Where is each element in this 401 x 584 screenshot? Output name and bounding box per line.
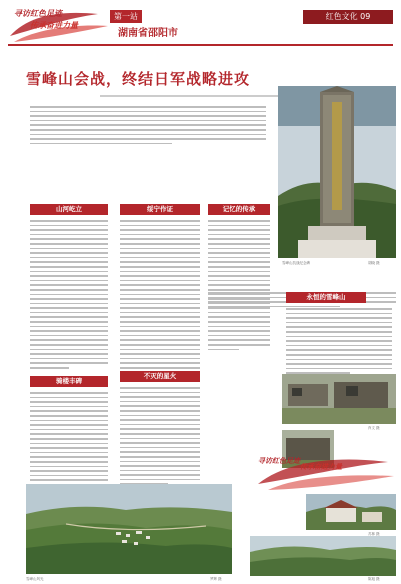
page-title: 雪峰山会战，终结日军战略进攻 xyxy=(26,70,251,88)
header-slogan-line2: 传承奋进力量 xyxy=(30,21,78,30)
landscape-credit: 陈旭 摄 xyxy=(368,577,380,581)
village-credit: 苏林 摄 xyxy=(368,532,380,536)
aerial-caption: 雪峰山风光 xyxy=(26,577,44,581)
column1-text-b xyxy=(30,392,108,493)
column4-text xyxy=(286,308,392,377)
ruins-photo xyxy=(282,374,396,424)
promo-line2: 传承奋进力量 xyxy=(300,463,342,471)
section-head-jiyi: 记忆的传承 xyxy=(208,204,270,215)
aerial-photo xyxy=(26,484,232,574)
section-title: 湖南省邵阳市 xyxy=(118,28,178,39)
header-slogan-line1: 寻访红色足迹 xyxy=(14,9,62,18)
section-head-suining: 绥宁作证 xyxy=(120,204,200,215)
aerial-credit: 罗辉 摄 xyxy=(210,577,222,581)
monument-photo xyxy=(278,86,396,258)
landscape-photo xyxy=(250,536,396,576)
monument-credit: 胡晓 摄 xyxy=(368,261,380,265)
section-tag: 第一站 xyxy=(110,10,142,23)
page-label: 红色文化 09 xyxy=(303,10,393,24)
section-head-xinghuo: 不灭的星火 xyxy=(120,371,200,382)
intro-text xyxy=(30,106,266,147)
section-head-shanhe: 山河屹立 xyxy=(30,204,108,215)
column2-text-a xyxy=(120,220,200,381)
section-head-yongheng: 永恒的雪峰山 xyxy=(286,292,366,303)
promo-line1: 寻访红色足迹 xyxy=(258,457,300,465)
header-rule xyxy=(8,44,393,46)
byline-placeholder xyxy=(100,94,300,98)
column3-text xyxy=(208,220,270,353)
column2-text-b xyxy=(120,387,200,488)
monument-caption: 雪峰山抗战纪念碑 xyxy=(282,261,310,265)
ruins-credit: 肖文 摄 xyxy=(368,426,380,430)
village-photo xyxy=(306,494,396,530)
section-head-qilou: 骑楼丰碑 xyxy=(30,376,108,387)
column1-text-a xyxy=(30,220,108,372)
